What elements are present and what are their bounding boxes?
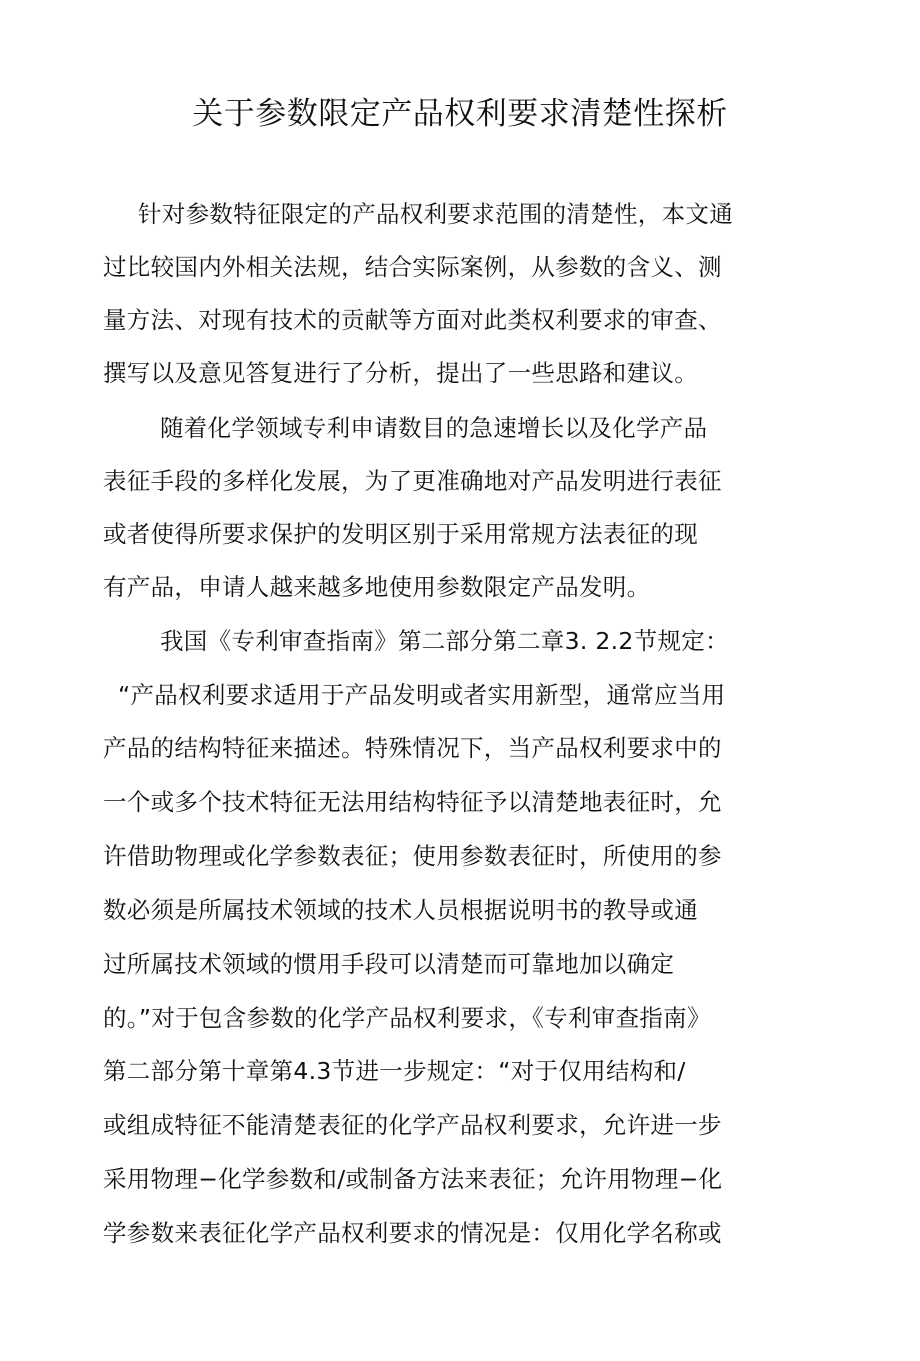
document-title: 关于参数限定产品权利要求清楚性探析 (192, 96, 728, 132)
text-line: 许借助物理或化学参数表征；使用参数表征时，所使用的参 (103, 842, 722, 870)
text-line: 量方法、对现有技术的贡献等方面对此类权利要求的审查、 (103, 306, 722, 334)
text-line: 或组成特征不能清楚表征的化学产品权利要求，允许进一步 (103, 1111, 722, 1139)
text-line: 学参数来表征化学产品权利要求的情况是：仅用化学名称或 (103, 1219, 722, 1247)
text-line: 采用物理−化学参数和/或制备方法来表征；允许用物理−化 (103, 1165, 723, 1193)
text-line: 的。”对于包含参数的化学产品权利要求，《专利审查指南》 (103, 1004, 711, 1032)
text-line: 撰写以及意见答复进行了分析，提出了一些思路和建议。 (103, 359, 698, 387)
text-line: 表征手段的多样化发展，为了更准确地对产品发明进行表征 (103, 467, 722, 495)
text-line: 有产品，申请人越来越多地使用参数限定产品发明。 (103, 573, 651, 601)
text-line: 过比较国内外相关法规，结合实际案例，从参数的含义、测 (103, 253, 722, 281)
text-line: 产品的结构特征来描述。特殊情况下，当产品权利要求中的 (103, 734, 722, 762)
text-line: 或者使得所要求保护的发明区别于采用常规方法表征的现 (103, 520, 698, 548)
text-line: “产品权利要求适用于产品发明或者实用新型，通常应当用 (118, 681, 726, 709)
text-line: 数必须是所属技术领域的技术人员根据说明书的教导或通 (103, 896, 698, 924)
text-line: 针对参数特征限定的产品权利要求范围的清楚性，本文通 (138, 200, 733, 228)
text-line: 一个或多个技术特征无法用结构特征予以清楚地表征时，允 (103, 788, 722, 816)
text-line: 我国《专利审查指南》第二部分第二章3. 2.2节规定： (160, 627, 729, 655)
text-line: 第二部分第十章第4.3节进一步规定：“对于仅用结构和/ (103, 1057, 686, 1085)
text-line: 随着化学领域专利申请数目的急速增长以及化学产品 (160, 414, 708, 442)
text-line: 过所属技术领域的惯用手段可以清楚而可靠地加以确定 (103, 950, 675, 978)
